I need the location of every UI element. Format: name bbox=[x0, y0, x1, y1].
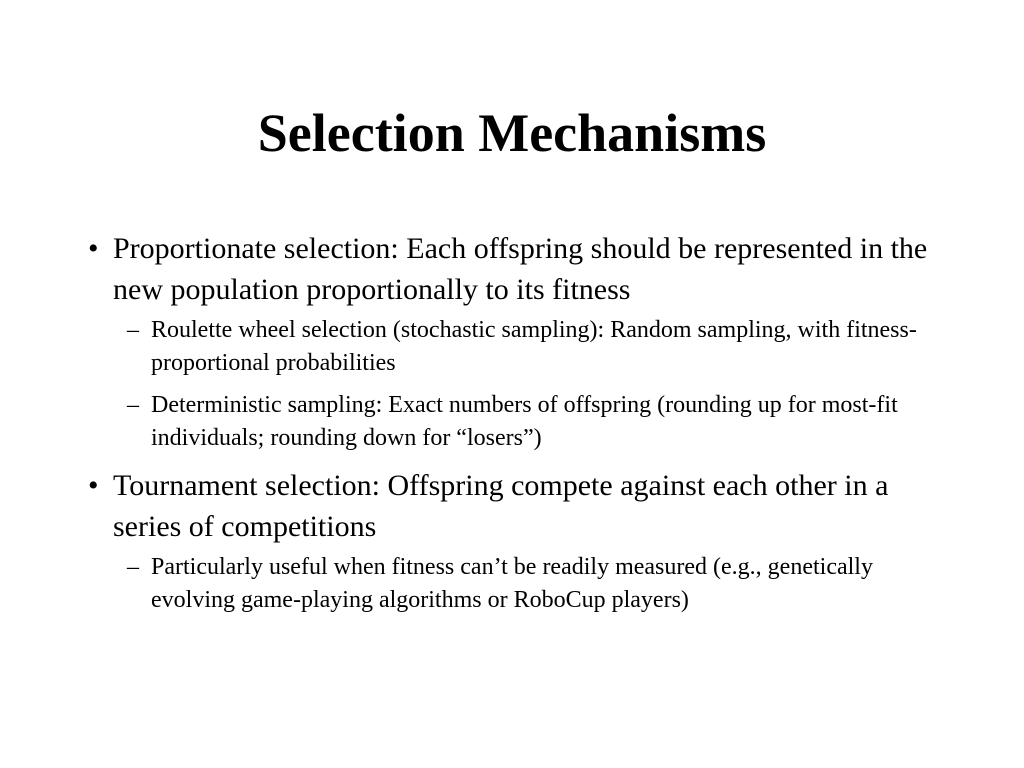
sub-bullet-marker: – bbox=[127, 392, 139, 418]
sub-bullet-marker: – bbox=[127, 317, 139, 343]
sub-bullet-list bbox=[113, 314, 948, 455]
sub-bullet-roulette-wheel bbox=[113, 314, 948, 380]
sub-bullet-text: Deterministic sampling: Exact numbers of offspring (rounding up for most-fit individuals; rounding down for “losers”) bbox=[151, 392, 898, 451]
bullet-marker: • bbox=[88, 232, 99, 265]
sub-bullet-list bbox=[113, 551, 948, 617]
bullet-tournament-selection bbox=[88, 465, 948, 617]
sub-bullet-deterministic-sampling bbox=[113, 389, 948, 455]
bullet-list bbox=[88, 228, 948, 617]
sub-bullet-particularly-useful bbox=[113, 551, 948, 617]
bullet-text: Proportionate selection: Each offspring should be represented in the new population proportionally to its fitness bbox=[113, 232, 928, 306]
bullet-proportionate-selection bbox=[88, 228, 948, 455]
sub-bullet-text: Roulette wheel selection (stochastic sampling): Random sampling, with fitness-proportional probabilities bbox=[151, 317, 917, 376]
bullet-marker: • bbox=[88, 469, 99, 502]
bullet-text: Tournament selection: Offspring compete against each other in a series of competitions bbox=[113, 469, 889, 543]
sub-bullet-marker: – bbox=[127, 554, 139, 580]
sub-bullet-text: Particularly useful when fitness can’t be readily measured (e.g., genetically evolving game-playing algorithms or RoboCup players) bbox=[151, 554, 873, 613]
slide-title: Selection Mechanisms bbox=[257, 103, 767, 163]
